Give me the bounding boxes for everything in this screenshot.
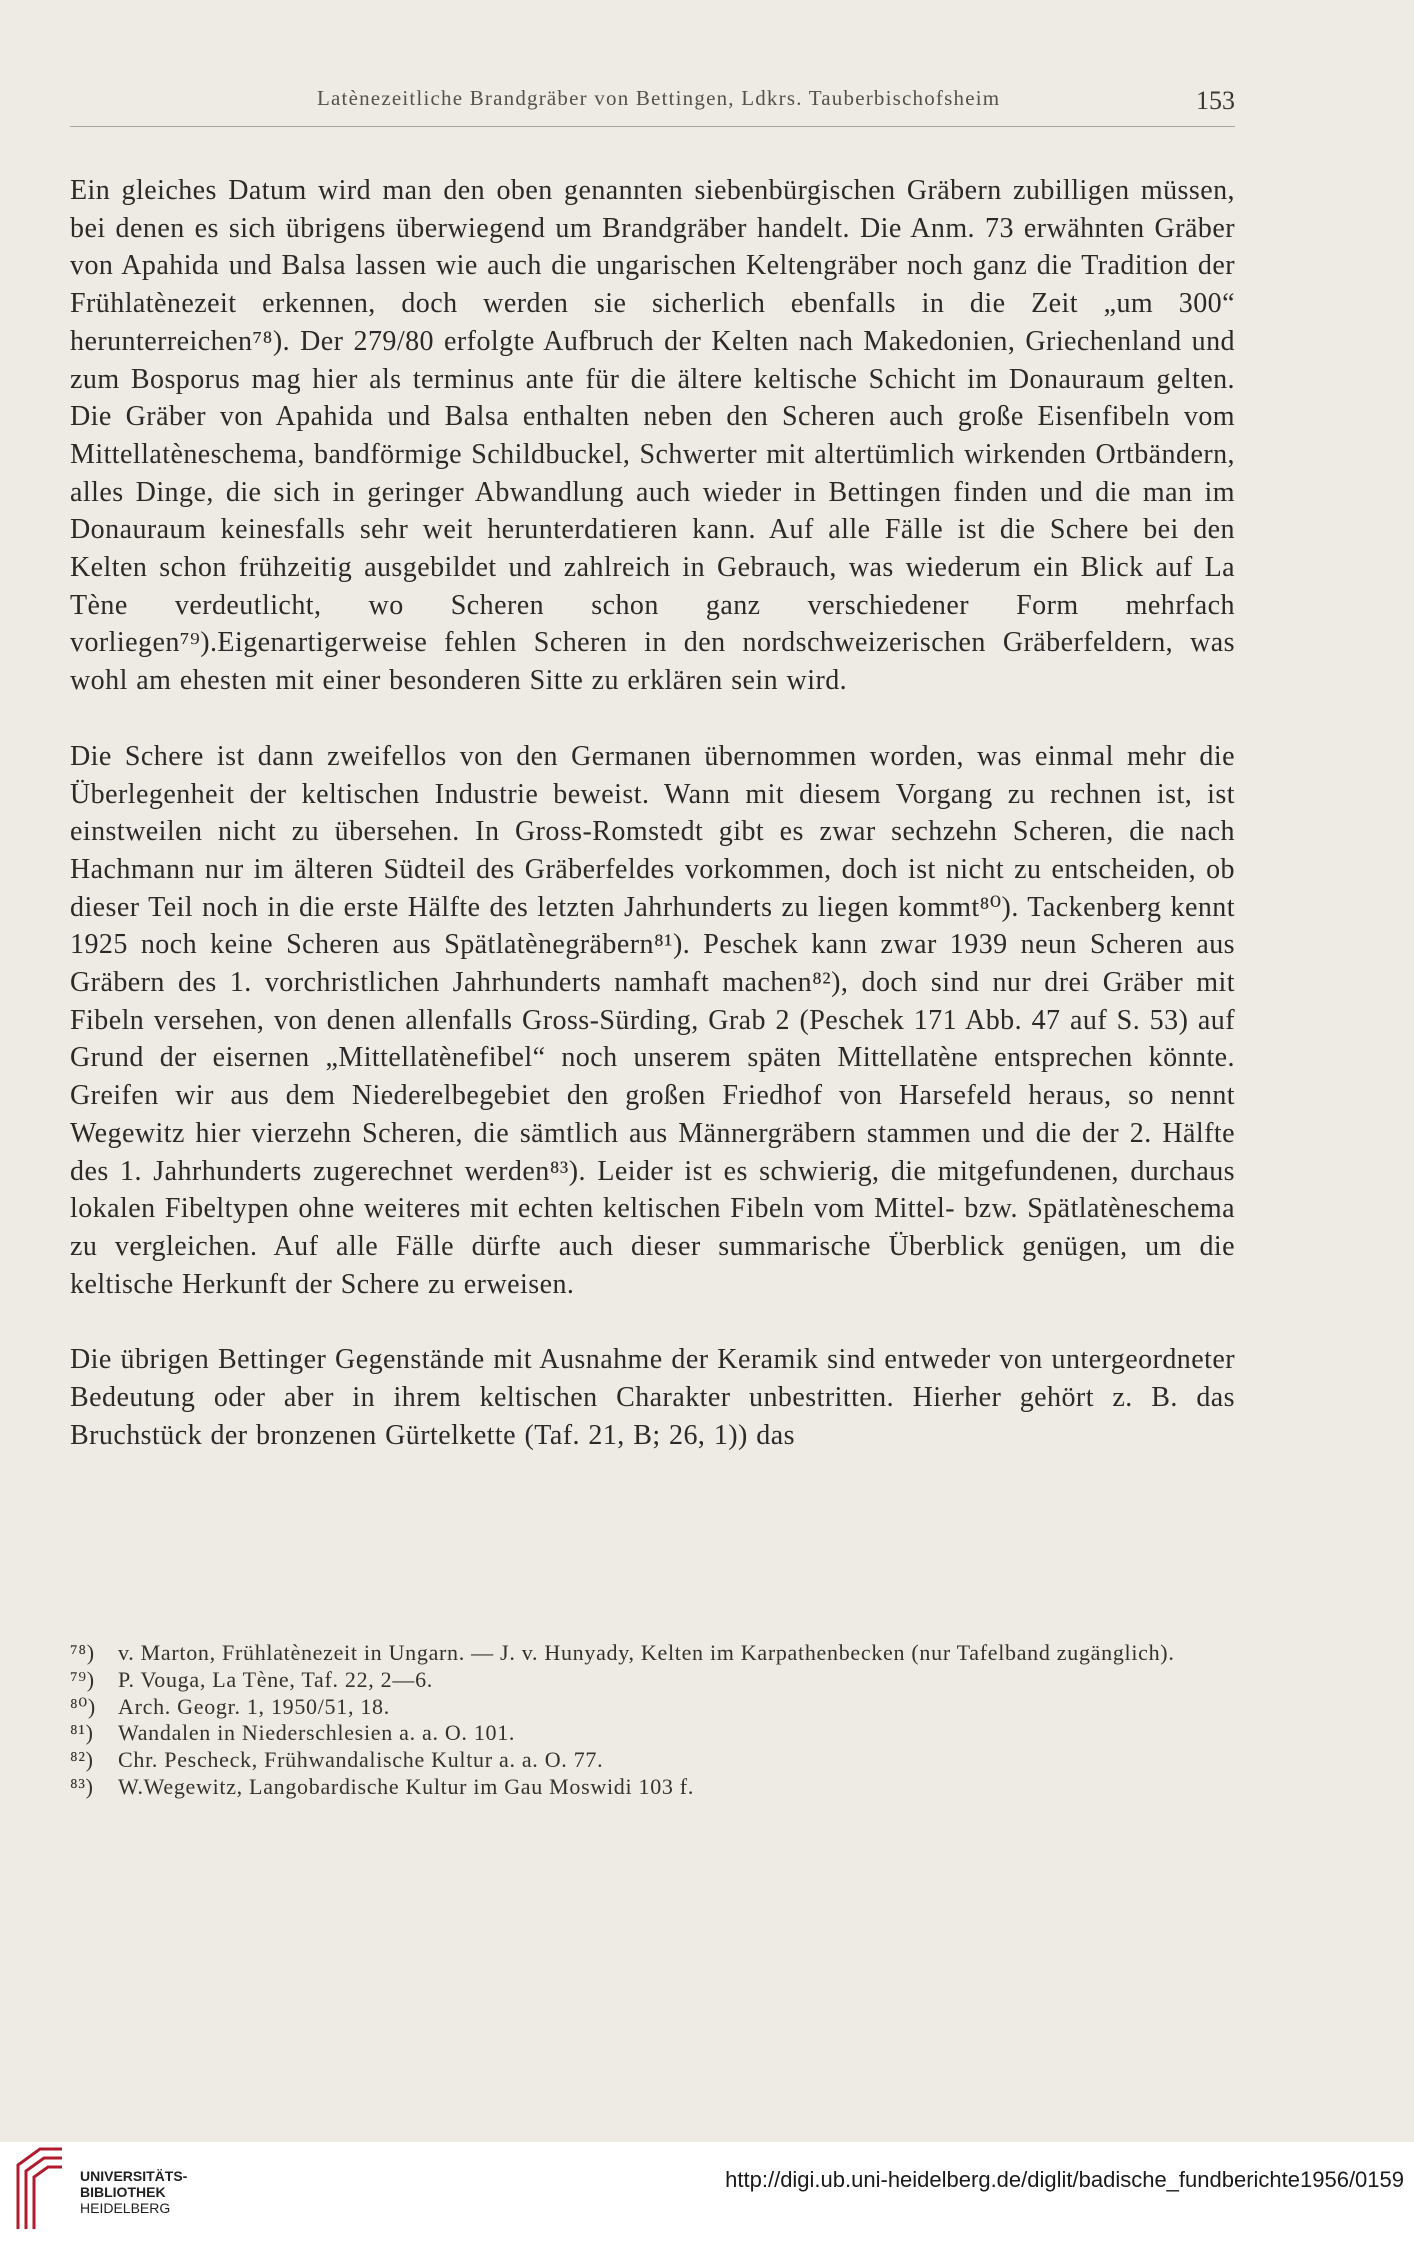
source-url-link[interactable]: http://digi.ub.uni-heidelberg.de/diglit/badische_fundberichte1956/0159	[725, 2167, 1404, 2192]
library-logo-icon	[10, 2145, 72, 2233]
footnote-text: P. Vouga, La Tène, Taf. 22, 2—6.	[118, 1666, 433, 1692]
footnote-79	[70, 1667, 1235, 1694]
footnote-mark: ⁸³)	[70, 1773, 94, 1799]
footnote-mark: ⁷⁸)	[70, 1640, 95, 1665]
body-text	[70, 172, 1235, 1455]
running-head	[70, 86, 1235, 127]
footnote-81	[70, 1720, 1235, 1747]
footnote-mark: ⁸⁰)	[70, 1693, 96, 1719]
page-number: 153	[1196, 86, 1235, 115]
library-name-line-3: HEIDELBERG	[80, 2200, 171, 2216]
paragraph-3: Die übrigen Bettinger Gegenstände mit Ausnahme der Keramik sind entweder von untergeordneter Bedeutung oder aber in ihrem keltischen Charakter unbestritten. Hierher gehört z. B. das Bruchstück der bronzenen Gürtelkette (Taf. 21, B; 26, 1)) das	[70, 1344, 1235, 1451]
library-name-line-1: UNIVERSITÄTS-	[80, 2168, 188, 2184]
footnote-mark: ⁸²)	[70, 1747, 94, 1773]
footnote-82	[70, 1747, 1235, 1774]
footnote-80	[70, 1694, 1235, 1721]
paragraph-1: Ein gleiches Datum wird man den oben genannten siebenbürgischen Gräbern zubilligen müssen, bei denen es sich übrigens überwiegend um Brandgräber handelt. Die Anm. 73 erwähnten Gräber von Apahida und Balsa lassen wie auch die ungarischen Keltengräber noch ganz die Tradition der Frühlatènezeit erkennen, doch werden sie sicherlich ebenfalls in die Zeit „um 300“ herunterreichen⁷⁸). Der 279/80 erfolgte Aufbruch der Kelten nach Makedonien, Griechenland und zum Bosporus mag hier als terminus ante für die ältere keltische Schicht im Donauraum gelten. Die Gräber von Apahida und Balsa enthalten neben den Scheren auch große Eisenfibeln vom Mittellatèneschema, bandförmige Schildbuckel, Schwerter mit altertümlich wirkenden Ortbändern, alles Dinge, die sich in geringer Abwandlung auch wieder in Bettingen finden und die man im Donauraum keinesfalls sehr weit herunterdatieren kann. Auf alle Fälle ist die Schere bei den Kelten schon frühzeitig ausgebildet und zahlreich in Gebrauch, was wiederum ein Blick auf La Tène verdeutlicht, wo Scheren schon ganz verschiedener Form mehrfach vorliegen⁷⁹).Eigenartigerweise fehlen Scheren in den nordschweizerischen Gräberfeldern, was wohl am ehesten mit einer besonderen Sitte zu erklären sein wird.	[70, 175, 1235, 697]
footnote-text: Chr. Pescheck, Frühwandalische Kultur a. a. O. 77.	[118, 1747, 604, 1773]
footnote-text: W.Wegewitz, Langobardische Kultur im Gau Moswidi 103 f.	[118, 1773, 695, 1799]
footnote-text: v. Marton, Frühlatènezeit in Ungarn. — J. v. Hunyady, Kelten im Karpathenbecken (nur Tafelband zugänglich).	[118, 1640, 1175, 1665]
paragraph-2: Die Schere ist dann zweifellos von den Germanen übernommen worden, was einmal mehr die Überlegenheit der keltischen Industrie beweist. Wann mit diesem Vorgang zu rechnen ist, ist einstweilen nicht zu übersehen. In Gross-Romstedt gibt es zwar sechzehn Scheren, die nach Hachmann nur im älteren Südteil des Gräberfeldes vorkommen, doch ist nicht zu entscheiden, ob dieser Teil noch in die erste Hälfte des letzten Jahrhunderts zu liegen kommt⁸⁰). Tackenberg kennt 1925 noch keine Scheren aus Spätlatènegräbern⁸¹). Peschek kann zwar 1939 neun Scheren aus Gräbern des 1. vorchristlichen Jahrhunderts namhaft machen⁸²), doch sind nur drei Gräber mit Fibeln versehen, von denen allenfalls Gross-Sürding, Grab 2 (Peschek 171 Abb. 47 auf S. 53) auf Grund der eisernen „Mittellatènefibel“ noch unserem späten Mittellatène entsprechen könnte. Greifen wir aus dem Niederelbegebiet den großen Friedhof von Harsefeld heraus, so nennt Wegewitz hier vierzehn Scheren, die sämtlich aus Männergräbern stammen und die der 2. Hälfte des 1. Jahrhunderts zugerechnet werden⁸³). Leider ist es schwierig, die mitgefundenen, durchaus lokalen Fibeltypen ohne weiteres mit echten keltischen Fibeln vom Mittel- bzw. Spätlatèneschema zu vergleichen. Auf alle Fälle dürfte auch dieser summarische Überblick genügen, um die keltische Herkunft der Schere zu erweisen.	[70, 740, 1235, 1300]
library-name-line-2: BIBLIOTHEK	[80, 2184, 166, 2200]
footnote-mark: ⁷⁹)	[70, 1666, 95, 1692]
footnote-78	[70, 1640, 1235, 1667]
footnote-mark: ⁸¹)	[70, 1720, 94, 1746]
footnotes	[70, 1640, 1235, 1801]
running-title: Latènezeitliche Brandgräber von Bettingen, Ldkrs. Tauberbischofsheim	[317, 86, 1001, 110]
footnote-83	[70, 1774, 1235, 1801]
footnote-text: Arch. Geogr. 1, 1950/51, 18.	[118, 1693, 390, 1719]
library-name	[80, 2168, 187, 2216]
footnote-text: Wandalen in Niederschlesien a. a. O. 101.	[118, 1720, 516, 1746]
